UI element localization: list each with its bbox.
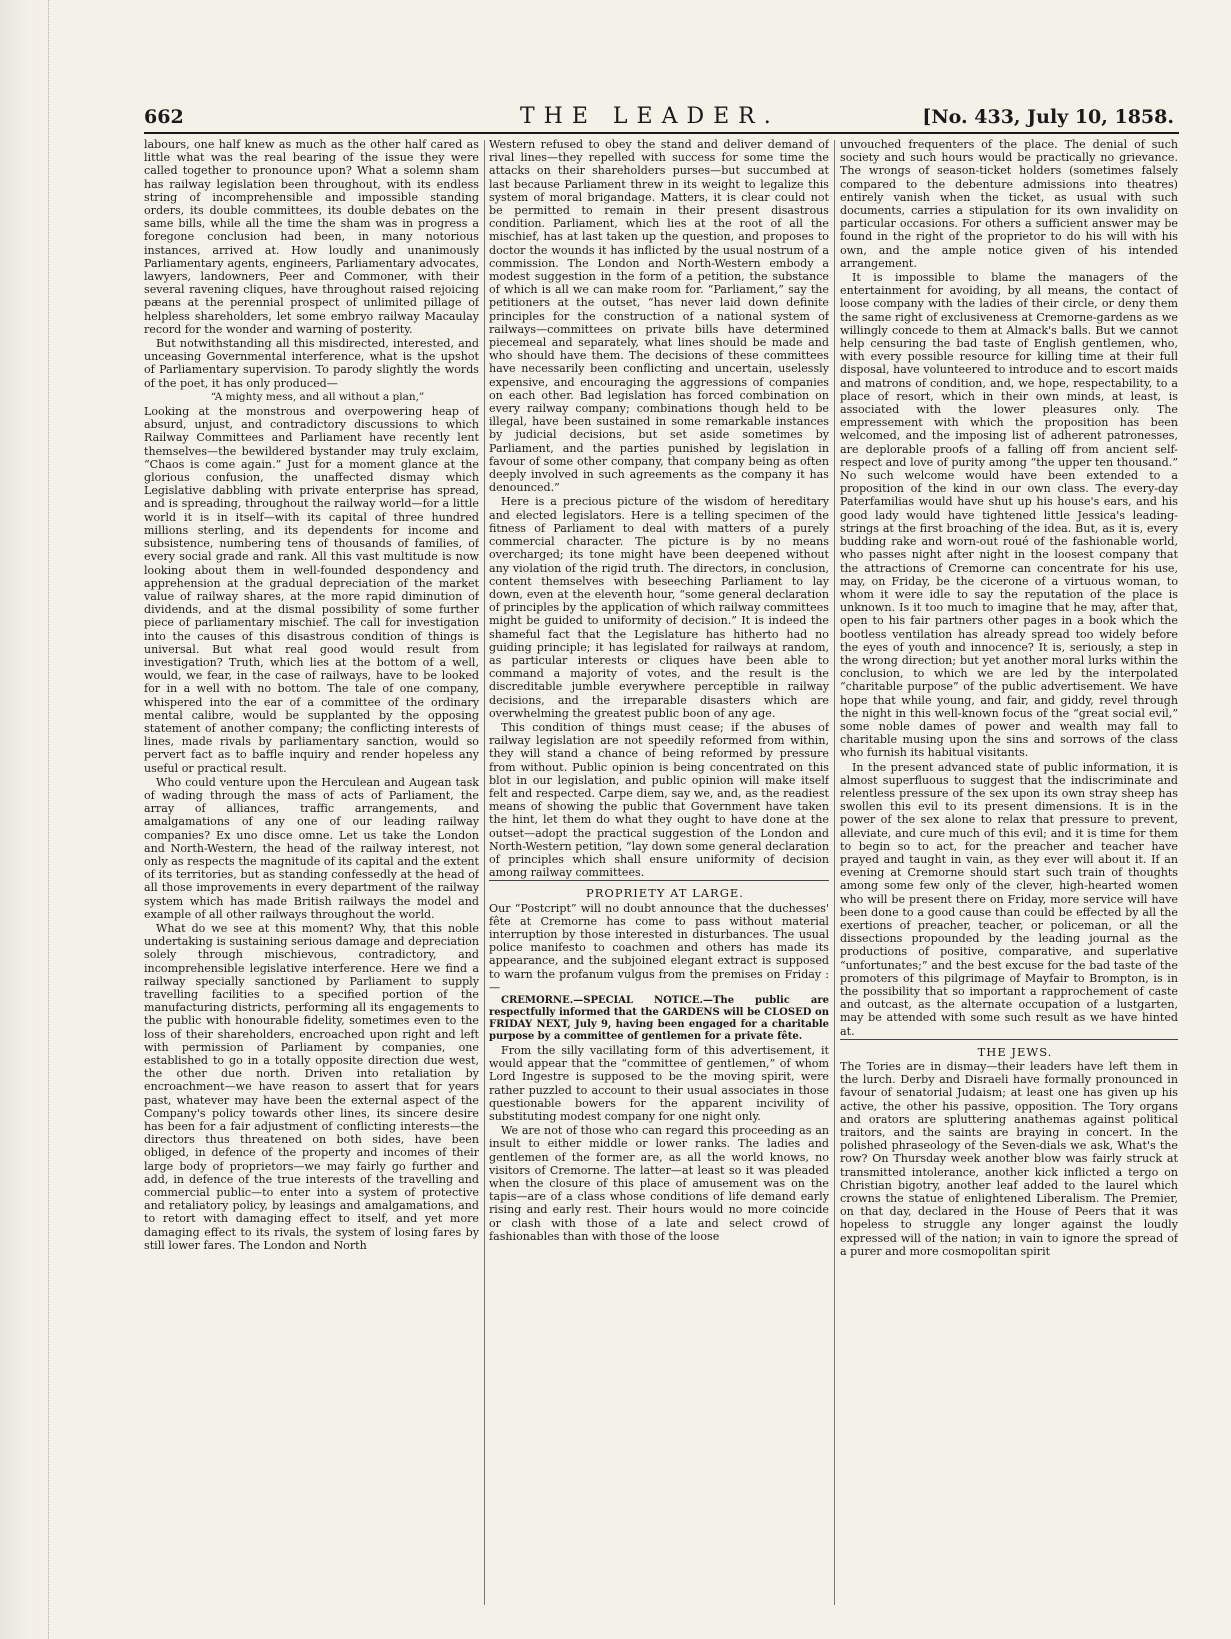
paragraph: Who could venture upon the Herculean and Augean task of wading through the mass of acts of Parliament, the array of alliances, traffic arrangements, and amalgamations of any one of our leading railway companies? Ex uno disce omne. Let us take the London and North-Western, the head of the railway interest, not only as respects the magnitude of its capital and the extent of its territories, but as standing confessedly at the head of all those improvements in every department of the railway system which has made British railways the model and example of all other railways throughout the world. bbox=[144, 775, 479, 921]
paragraph: Western refused to obey the stand and deliver demand of rival lines—they repelled with success for some time the attacks on their shareholders purses—but succumbed at last because Parliament threw in its weight to legalize this system of moral brigandage. Matters, it is clear could not be permitted to remain in their present disastrous condition. Parliament, which lies at the root of all the mischief, has at last taken up the question, and proposes to doctor the wounds it has inflicted by the usual nostrum of a commission. The London and North-Western embody a modest suggestion in the form of a petition, the substance of which is all we can make room for. “Parliament,” say the petitioners at the outset, “has never laid down definite principles for the construction of a national system of railways—committees on private bills have determined piecemeal and separately, what lines should be made and who should have them. The decisions of these committees have necessarily been conflicting and uncertain, uselessly expensive, and encouraging the aggressions of companies on each other. Bad legislation has forced combination on every railway company; combinations though held to be illegal, have been sustained in some remarkable instances by judicial decisions, but set aside sometimes by Parliament, and the parties punished by legislation in favour of some other company, that company being as often deeply involved in such agreements as the company it has denounced.” bbox=[489, 138, 829, 495]
section-heading-jews: THE JEWS. bbox=[840, 1039, 1178, 1059]
issue-info: [No. 433, July 10, 1858. bbox=[922, 106, 1174, 128]
paragraph: This condition of things must cease; if the abuses of railway legislation are not speedily reformed from within, they will stand a chance of being reformed by pressure from without. Public opinion is being concentrated on this blot in our legislation, and public opinion will make itself felt and respected. Carpe diem, say we, and, as the readiest means of showing the public that Government have taken the hint, let them do what they ought to have done at the outset—adopt the practical suggestion of the London and North-Western petition, “lay down some general declaration of principles which shall ensure uniformity of decision among railway committees. bbox=[489, 720, 829, 880]
page-header bbox=[140, 104, 1180, 132]
paragraph: But notwithstanding all this misdirected, interested, and unceasing Governmental interference, what is the upshot of Parliamentary supervision. To parody slightly the words of the poet, it has only produced— bbox=[144, 337, 479, 390]
paragraph: The Tories are in dismay—their leaders have left them in the lurch. Derby and Disraeli have formally pronounced in favour of senatorial Judaism; at least one has given up his active, the other his passive, opposition. The Tory organs and orators are spluttering anathemas against political traitors, and the saints are braying in concert. In the polished phraseology of the Seven-dials we ask, What's the row? On Thursday week another blow was fairly struck at transmitted intolerance, another kick inflicted a tergo on Christian bigotry, another leaf added to the laurel which crowns the statue of enlightened Liberalism. The Premier, on that day, declared in the House of Peers that it was hopeless to struggle any longer against the loudly expressed will of the nation; in vain to ignore the spread of a purer and more cosmopolitan spirit bbox=[840, 1060, 1178, 1258]
paragraph: What do we see at this moment? Why, that this noble undertaking is sustaining serious damage and depreciation solely through mischievous, contradictory, and incomprehensible legislative interference. Here we find a railway specially sanctioned by Parliament to supply travelling facilities to a specified portion of the manufacturing districts, performing all its engagements to the public with honourable fidelity, sometimes even to the loss of their shareholders, encroached upon right and left with permission of Parliament by companies, one established to go in a totally opposite direction due west, the other due north. Driven into retaliation by encroachment—we have reason to assert that for years past, whatever may have been the external aspect of the Company's policy towards other lines, its sincere desire has been for a fair adjustment of conflicting interests—the directors thus threatened on both sides, have been obliged, in defence of the property and incomes of their large body of proprietors—we may fairly go further and add, in defence of the true interests of the travelling and commercial public—to enter into a system of protective and retaliatory policy, by leasings and amalgamations, and to retort with damaging effect to itself, and yet more damaging effect to its rivals, the system of losing fares by still lower fares. The London and North bbox=[144, 921, 479, 1252]
cremorne-notice: CREMORNE.—SPECIAL NOTICE.—The public are respectfully informed that the GARDENS will be CLOSED on FRIDAY NEXT, July 9, having been engaged for a charitable purpose by a committee of gentlemen for a private fête. bbox=[489, 995, 829, 1042]
paragraph: It is impossible to blame the managers of the entertainment for avoiding, by all means, the contact of loose company with the ladies of their circle, or deny them the same right of exclusiveness at Cremorne-gardens as we willingly concede to them at Almack's balls. But we cannot help censuring the bad taste of English gentlemen, who, with every possible resource for killing time at their full disposal, have volunteered to introduce and to escort maids and matrons of condition, and, we hope, respectability, to a place of resort, which in their own minds, at least, is associated with the lower pleasures only. The empressement with which the proposition has been welcomed, and the imposing list of adherent patronesses, are deplorable proofs of a falling off from ancient self-respect and love of purity among “the upper ten thousand.” No such welcome would have been extended to a proposition of the kind in our own class. The every-day Paterfamilias would have shut up his house's ears, and his good lady would have tightened little Jessica's leading-strings at the first broaching of the idea. But, as it is, every budding rake and worn-out roué of the fashionable world, who passes night after night in the loosest company that the attractions of Cremorne can concentrate for his use, may, on Friday, be the cicerone of a virtuous woman, to whom it were idle to say the reputation of the place is unknown. Is it too much to imagine that he may, after that, open to his fair partners other pages in a book which the bootless ventilation has already spread too widely before the eyes of youth and innocence? It is, seriously, a step in the wrong direction; but yet another moral lurks within the conclusion, to which we are led by the interpolated “charitable purpose” of the public advertisement. We have hope that while young, and fair, and giddy, revel through the night in this well-known focus of the “great social evil,” some noble dames of power and wealth may fall to charitable musing upon the sins and sorrows of the class who furnish its habitual visitants. bbox=[840, 271, 1178, 760]
column-divider bbox=[484, 140, 485, 1605]
paragraph: We are not of those who can regard this proceeding as an insult to either middle or lower ranks. The ladies and gentlemen of the former are, as all the world knows, no visitors of Cremorne. The latter—at least so it was pleaded when the closure of this place of amusement was on the tapis—are of a class whose conditions of life demand early rising and early rest. Their hours would no more coincide or clash with those of a late and select crowd of fashionables than with those of the loose bbox=[489, 1124, 829, 1243]
header-rule bbox=[144, 132, 1179, 134]
paragraph: Our “Postcript” will no doubt announce that the duchesses' fête at Cremorne has come to pass without material interruption by those interested in disturbances. The usual police manifesto to coachmen and others has made its appearance, and the subjoined elegant extract is supposed to warn the profanum vulgus from the premises on Friday :— bbox=[489, 901, 829, 994]
column-two bbox=[489, 138, 829, 1608]
paragraph: Looking at the monstrous and overpowering heap of absurd, unjust, and contradictory discussions to which Railway Committees and Parliament have recently lent themselves—the bewildered bystander may truly exclaim, “Chaos is come again.” Just for a moment glance at the glorious confusion, the unaffected dismay which Legislative dabbling with private enterprise has spread, and is spreading, throughout the railway world—for a little world it is in itself—with its capital of three hundred millions sterling, and its dependents for income and subsistence, numbering tens of thousands of families, of every social grade and rank. All this vast multitude is now looking about them in well-founded despondency and apprehension at the gradual depreciation of the market value of railway shares, at the more rapid diminution of dividends, and at the dismal possibility of some further piece of parliamentary mischief. The call for investigation into the causes of this disastrous condition of things is universal. But what real good would result from investigation? Truth, which lies at the bottom of a well, would, we fear, in the case of railways, have to be looked for in a well with no bottom. The tale of one company, whispered into the ear of a committee of the ordinary mental calibre, would be supplanted by the opposing statement of another company; the conflicting interests of lines, made rivals by parliamentary sanction, would so pervert fact as to baffle inquiry and render hopeless any useful or practical result. bbox=[144, 405, 479, 775]
section-heading-propriety: PROPRIETY AT LARGE. bbox=[489, 880, 829, 900]
column-divider bbox=[834, 140, 835, 1605]
paragraph: From the silly vacillating form of this advertisement, it would appear that the “committee of gentlemen,” of whom Lord Ingestre is supposed to be the moving spirit, were rather puzzled to account to their usual associates in those questionable bowers for the apparent incivility of substituting modest company for one night only. bbox=[489, 1044, 829, 1124]
masthead-title: THE LEADER. bbox=[520, 104, 780, 129]
paragraph: In the present advanced state of public information, it is almost superfluous to suggest that the indiscriminate and relentless pressure of the sex upon its own stray sheep has swollen this evil to its present dimensions. It is in the power of the sex alone to relax that pressure to prevent, alleviate, and cure much of this evil; and it is time for them to begin so to act, for the preacher and teacher have prayed and taught in vain, as they ever will about it. If an evening at Cremorne should start such train of thoughts among some few only of the clever, high-hearted women who will be present there on Friday, more service will have been done to a good cause than could be effected by all the exertions of preacher, teacher, or policeman, or all the dissections propounded by the leading journal as the productions of positive, comparative, and superlative “unfortunates;” and the best excuse for the bad taste of the promoters of this pilgrimage of Mayfair to Brompton, is in the possibility that so important a rapprochement of caste and outcast, as the alternate occupation of a lustgarten, may be attended with some such result as we have hinted at. bbox=[840, 760, 1178, 1038]
poem-quote: “A mighty mess, and all without a plan,” bbox=[210, 390, 425, 403]
column-one bbox=[144, 138, 479, 1608]
paragraph: labours, one half knew as much as the other half cared as little what was the real bearing of the issue they were called together to pronounce upon? What a solemn sham has railway legislation been throughout, with its endless string of incomprehensible and impossible standing orders, its double committees, its double debates on the same bills, while all the time the sham was in progress a foregone conclusion had been, in many notorious instances, arrived at. How loudly and unanimously Parliamentary agents, engineers, Parliamentary advocates, lawyers, landowners, Peer and Commoner, with their several ravening cliques, have throughout raised rejoicing pæans at the perennial prospect of unlimited pillage of helpless shareholders, let some embryo railway Macaulay record for the wonder and warning of posterity. bbox=[144, 138, 479, 336]
page-binding-edge bbox=[0, 0, 49, 1639]
paragraph: Here is a precious picture of the wisdom of hereditary and elected legislators. Here is a telling specimen of the fitness of Parliament to deal with matters of a purely commercial character. The picture is by no means overcharged; its tone might have been deepened without any violation of the rigid truth. The directors, in conclusion, content themselves with beseeching Parliament to lay down, even at the eleventh hour, “some general declaration of principles by the application of which railway committees might be guided to uniformity of decision.” It is indeed the shameful fact that the Legislature has hitherto had no guiding principle; it has legislated for railways at random, as particular interests or cliques have been able to command a majority of votes, and the result is the discreditable jumble everywhere perceptible in railway decisions, and the irreparable disasters which are overwhelming the greatest public boon of any age. bbox=[489, 495, 829, 720]
paragraph: unvouched frequenters of the place. The denial of such society and such hours would be practically no grievance. The wrongs of season-ticket holders (sometimes falsely compared to the debenture admissions into theatres) entirely vanish when the ticket, as usual with such documents, carries a stipulation for its own invalidity on particular occasions. For others a sufficient answer may be found in the right of the proprietor to do his will with his own, and the ample notice given of his intended arrangement. bbox=[840, 138, 1178, 270]
column-three bbox=[840, 138, 1178, 1608]
page-number: 662 bbox=[144, 106, 184, 128]
